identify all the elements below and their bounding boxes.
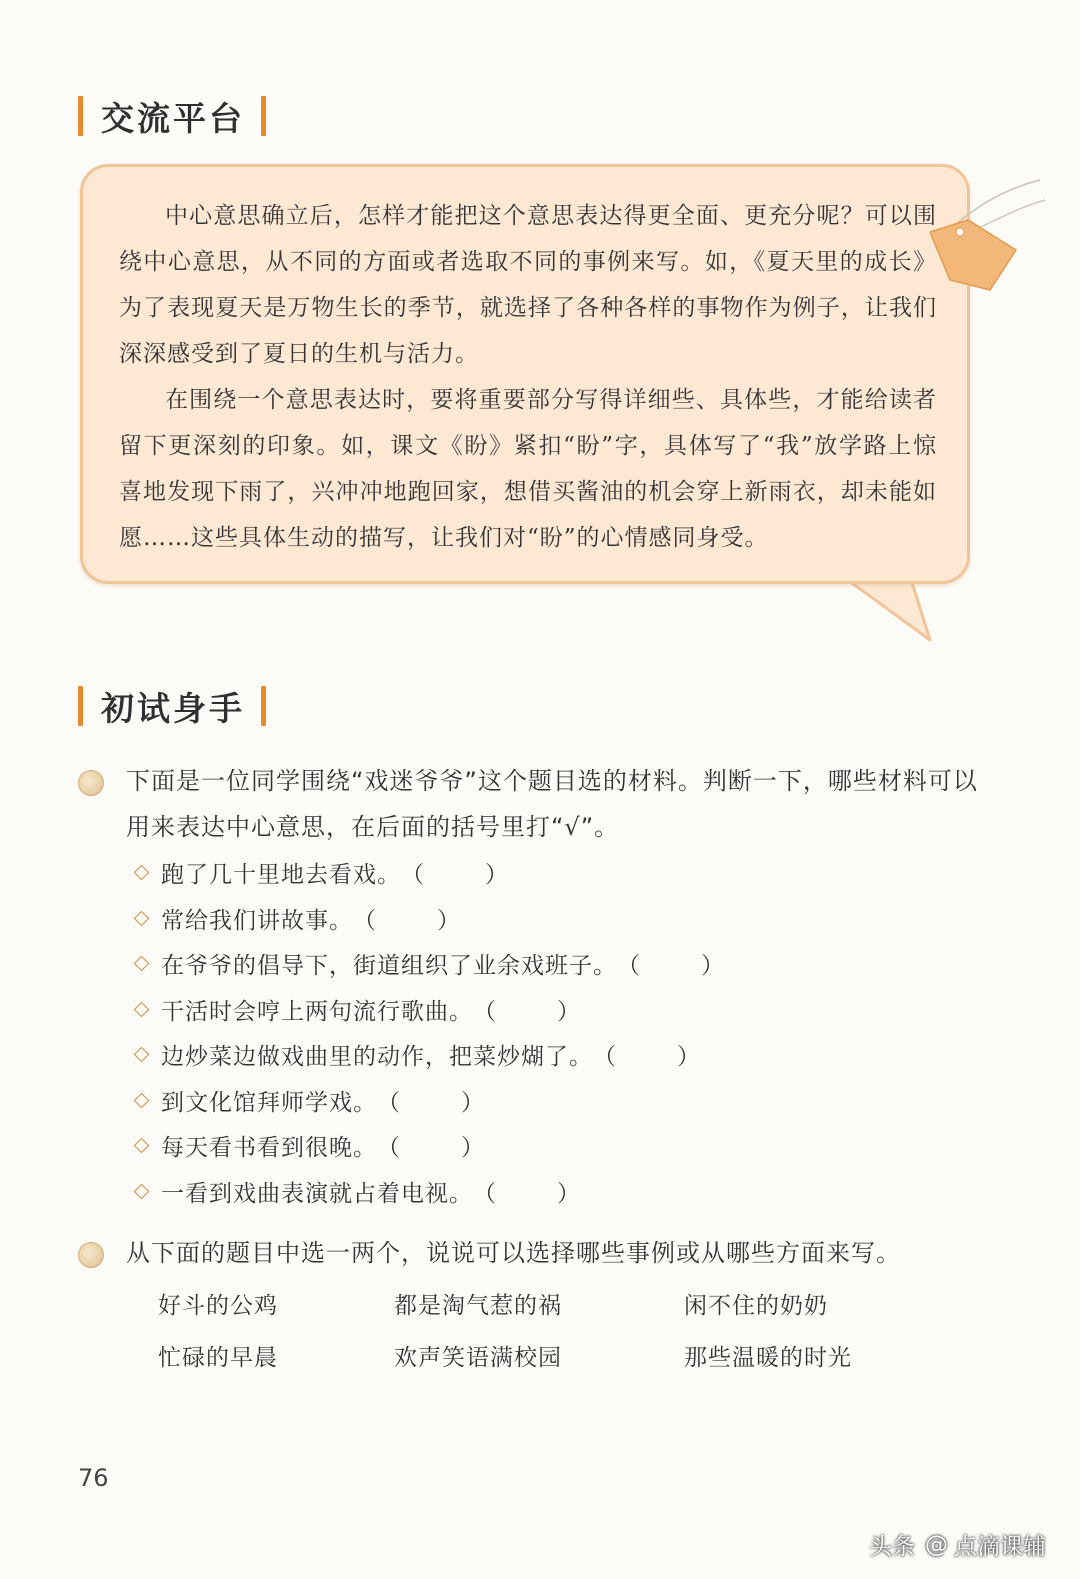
- option-text: 一看到戏曲表演就占着电视。: [161, 1180, 473, 1207]
- option-item: [132, 896, 725, 942]
- hanging-tag-icon: [930, 170, 1050, 330]
- question-2-text: 从下面的题目中选一两个，说说可以选择哪些事例或从哪些方面来写。: [126, 1239, 901, 1267]
- option-item: [132, 1078, 725, 1124]
- option-item: [132, 941, 725, 987]
- paren-close: ）: [461, 1135, 485, 1162]
- section-heading-first-try: [78, 684, 266, 728]
- option-item: [132, 1123, 725, 1169]
- paren-open: （: [617, 953, 641, 980]
- diamond-bullet-icon: [134, 1047, 150, 1063]
- paren-open: （: [377, 1089, 401, 1116]
- diamond-bullet-icon: [134, 1183, 150, 1199]
- topic-item: 那些温暖的时光: [684, 1345, 852, 1371]
- question-2: [78, 1230, 986, 1276]
- section-heading-exchange-platform: [78, 94, 266, 138]
- topics-grid: [158, 1290, 918, 1374]
- paren-open: （: [473, 1180, 497, 1207]
- topic-item: 忙碌的早晨: [158, 1345, 278, 1371]
- options-list: [132, 850, 725, 1214]
- question-bullet-icon: [78, 1242, 104, 1268]
- paren-open: （: [401, 862, 425, 889]
- diamond-bullet-icon: [134, 1001, 150, 1017]
- option-text: 边炒菜边做戏曲里的动作，把菜炒煳了。: [161, 1044, 593, 1071]
- paren-open: （: [593, 1044, 617, 1071]
- heading-bar-right: [261, 686, 266, 726]
- heading-bar-left: [78, 96, 83, 136]
- question-bullet-icon: [78, 770, 104, 796]
- option-text: 干活时会哼上两句流行歌曲。: [161, 998, 473, 1025]
- watermark-name: 点滴课辅: [954, 1534, 1046, 1560]
- watermark-prefix: 头条: [869, 1534, 915, 1560]
- paren-close: ）: [701, 953, 725, 980]
- diamond-bullet-icon: [134, 910, 150, 926]
- paren-close: ）: [677, 1044, 701, 1071]
- paren-close: ）: [437, 907, 461, 934]
- topic-item: 欢声笑语满校园: [394, 1345, 562, 1371]
- question-1-text: 下面是一位同学围绕“戏迷爷爷”这个题目选的材料。判断一下，哪些材料可以用来表达中心意思，在后面的括号里打“√”。: [126, 767, 978, 841]
- diamond-bullet-icon: [134, 1092, 150, 1108]
- watermark-at: @: [925, 1531, 948, 1558]
- paren-close: ）: [557, 998, 581, 1025]
- exchange-platform-box: [80, 164, 970, 584]
- option-item: [132, 1032, 725, 1078]
- exchange-paragraph-2: 在围绕一个意思表达时，要将重要部分写得详细些、具体些，才能给读者留下更深刻的印象。如，课文《盼》紧扣“盼”字，具体写了“我”放学路上惊喜地发现下雨了，兴冲冲地跑回家，想借买酱油的机会穿上新雨衣，却未能如愿……这些具体生动的描写，让我们对“盼”的心情感同身受。: [119, 387, 937, 551]
- topic-item: 好斗的公鸡: [158, 1293, 278, 1319]
- heading-bar-right: [261, 96, 266, 136]
- paren-open: （: [353, 907, 377, 934]
- heading-bar-left: [78, 686, 83, 726]
- option-text: 常给我们讲故事。: [161, 907, 353, 934]
- option-text: 每天看书看到很晚。: [161, 1135, 377, 1162]
- section-title: 初试身手: [101, 688, 245, 728]
- paren-close: ）: [461, 1089, 485, 1116]
- paren-open: （: [473, 998, 497, 1025]
- diamond-bullet-icon: [134, 865, 150, 881]
- exchange-paragraph-1: 中心意思确立后，怎样才能把这个意思表达得更全面、更充分呢？可以围绕中心意思，从不同的方面或者选取不同的事例来写。如，《夏天里的成长》为了表现夏天是万物生长的季节，就选择了各种各样的事物作为例子，让我们深深感受到了夏日的生机与活力。: [119, 203, 937, 367]
- topic-item: 都是淘气惹的祸: [394, 1293, 562, 1319]
- option-text: 在爷爷的倡导下，街道组织了业余戏班子。: [161, 953, 617, 980]
- paren-open: （: [377, 1135, 401, 1162]
- paren-close: ）: [557, 1180, 581, 1207]
- option-text: 到文化馆拜师学戏。: [161, 1089, 377, 1116]
- page-number: 76: [78, 1464, 109, 1492]
- option-item: [132, 850, 725, 896]
- section-title: 交流平台: [101, 98, 245, 138]
- watermark: [869, 1528, 1046, 1561]
- option-text: 跑了几十里地去看戏。: [161, 862, 401, 889]
- option-item: [132, 987, 725, 1033]
- topic-item: 闲不住的奶奶: [684, 1293, 828, 1319]
- paren-close: ）: [485, 862, 509, 889]
- option-item: [132, 1169, 725, 1215]
- question-1: [78, 758, 986, 850]
- diamond-bullet-icon: [134, 956, 150, 972]
- diamond-bullet-icon: [134, 1138, 150, 1154]
